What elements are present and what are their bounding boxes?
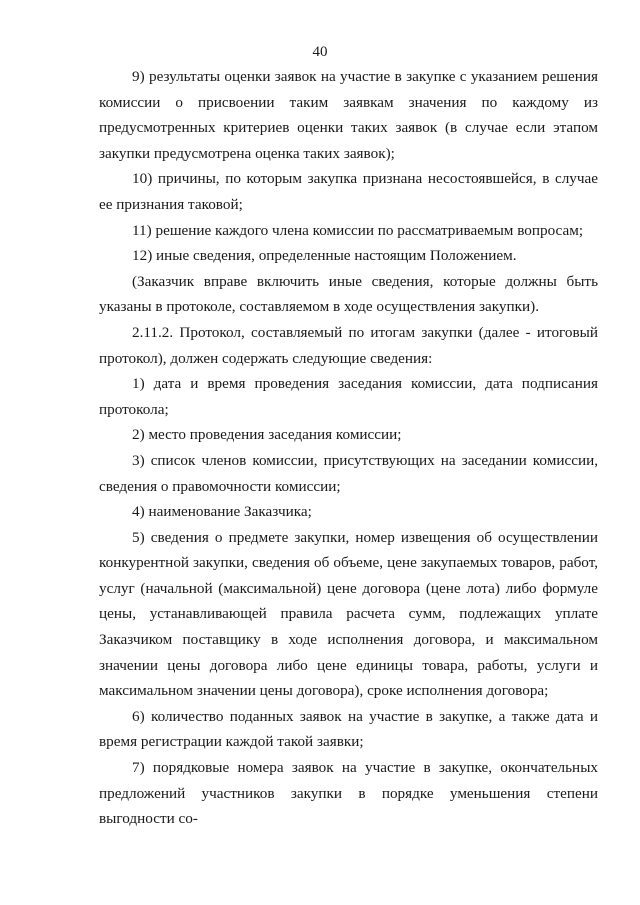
paragraph-item-12: 12) иные сведения, определенные настоящим Положением. bbox=[132, 247, 517, 265]
paragraph-list-item-3: 3) список членов комиссии, присутствующих на заседании комиссии, сведения о правомочности комиссии; bbox=[99, 451, 598, 495]
paragraph-section-2-11-2: 2.11.2. Протокол, составляемый по итогам закупки (далее - итоговый протокол), должен содержать следующие сведения: bbox=[99, 323, 598, 367]
paragraph-item-10: 10) причины, по которым закупка признана несостоявшейся, в случае ее признания таковой; bbox=[99, 170, 598, 213]
paragraph-list-item-1: 1) дата и время проведения заседания комиссии, дата подписания протокола; bbox=[99, 375, 598, 418]
paragraph-list-item-6: 6) количество поданных заявок на участие в закупке, а также дата и время регистрации каждой такой заявки; bbox=[99, 707, 598, 751]
document-body bbox=[99, 64, 598, 832]
paragraph-list-item-5: 5) сведения о предмете закупки, номер извещения об осуществлении конкурентной закупки, сведения об объеме, цене закупаемых товаров, работ, услуг (начальной (максимальной) цене договора (цене лота) либо формуле цены, устанавливающей правила расчета сумм, подлежащих уплате Заказчиком поставщику в ходе исполнения договора, и максимальном значении цены договора либо цене единицы товара, работы, услуги и максимальном значении цены договора), сроке исполнения договора; bbox=[99, 528, 598, 700]
paragraph-list-item-4: 4) наименование Заказчика; bbox=[132, 503, 312, 521]
page-number: 40 bbox=[312, 44, 328, 60]
paragraph-customer-note: (Заказчик вправе включить иные сведения, которые должны быть указаны в протоколе, составляемом в ходе осуществления закупки). bbox=[99, 272, 598, 316]
paragraph-list-item-7: 7) порядковые номера заявок на участие в закупке, окончательных предложений участников закупки в порядке уменьшения степени выгодности со- bbox=[99, 759, 598, 828]
paragraph-item-11: 11) решение каждого члена комиссии по рассматриваемым вопросам; bbox=[132, 221, 584, 239]
paragraph-item-9: 9) результаты оценки заявок на участие в закупке с указанием решения комиссии о присвоении таким заявкам значения по каждому из предусмотренных критериев оценки таких заявок (в случае если этапом закупки предусмотрена оценка таких заявок); bbox=[99, 68, 598, 162]
paragraph-list-item-2: 2) место проведения заседания комиссии; bbox=[132, 426, 402, 444]
